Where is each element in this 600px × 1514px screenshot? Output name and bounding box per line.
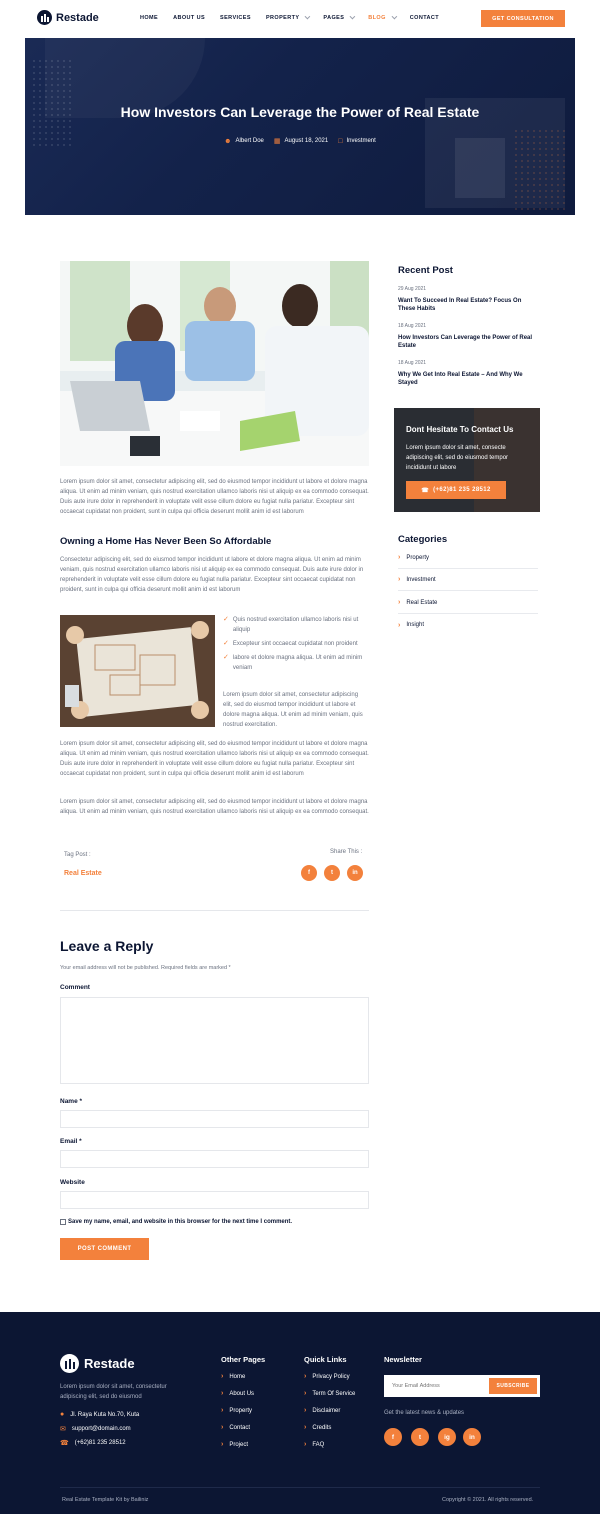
main-nav: [140, 15, 454, 21]
nav-property[interactable]: PROPERTY: [266, 15, 308, 21]
article-paragraph: Lorem ipsum dolor sit amet, consectetur adipiscing elit, sed do eiusmod tempor incididunt ut labore et dolore magna aliqua. Ut enim ad minim veniam, quis nostrud exercitation ullamco laboris nisi ut aliquip ex ea commodo consequat.: [60, 799, 369, 815]
subscribe-button[interactable]: SUBSCRIBE: [489, 1378, 537, 1394]
post-category[interactable]: □ Investment: [338, 137, 376, 145]
chevron-right-icon: ›: [398, 621, 401, 629]
reply-title: Leave a Reply: [60, 938, 154, 954]
blueprint-photo: [60, 615, 215, 727]
post-meta: [25, 137, 575, 145]
footer-link[interactable]: › Home: [221, 1373, 246, 1380]
footer-link[interactable]: › Credits: [304, 1424, 332, 1431]
location-pin-icon: ●: [60, 1411, 65, 1418]
category-item[interactable]: › Real Estate: [398, 592, 538, 614]
blueprint-image: [60, 615, 215, 727]
chevron-right-icon: ›: [304, 1424, 307, 1431]
newsletter-form: [384, 1375, 540, 1397]
building-logo-icon: [60, 1354, 79, 1373]
contact-widget-text: Lorem ipsum dolor sit amet, consecte adipiscing elit, sed do eiusmod tempor incididunt ut labore: [406, 445, 509, 471]
footer-copyright: Copyright © 2021. All rights reserved.: [442, 1497, 534, 1503]
contact-widget: [394, 408, 540, 512]
hero-background-shape: [455, 138, 505, 198]
quick-links-title: Quick Links: [304, 1355, 347, 1364]
save-info-checkbox[interactable]: [60, 1219, 66, 1225]
twitter-share-icon[interactable]: t: [324, 865, 340, 881]
logo[interactable]: [37, 10, 99, 25]
newsletter-note: Get the latest news & updates: [384, 1410, 465, 1416]
calendar-icon: ▦: [273, 138, 281, 145]
page-title: How Investors Can Leverage the Power of Real Estate: [120, 104, 480, 120]
twitter-icon[interactable]: t: [411, 1428, 429, 1446]
chevron-down-icon: [391, 14, 397, 20]
feature-checklist: [223, 615, 369, 677]
footer-logo[interactable]: [60, 1354, 135, 1373]
save-info-label: Save my name, email, and website in this browser for the next time I comment.: [68, 1219, 293, 1225]
recent-post-date: 18 Aug 2021: [398, 323, 427, 329]
post-date: ▦ August 18, 2021: [273, 138, 329, 145]
footer-link[interactable]: › Disclaimer: [304, 1407, 341, 1414]
save-info-row: [60, 1219, 292, 1225]
footer-credit: Real Estate Template Kit by Bailiniz: [62, 1497, 149, 1503]
footer-about: Lorem ipsum dolor sit amet, consectetur adipiscing elit, sed do eiusmod: [60, 1384, 167, 1400]
post-author[interactable]: ☻ Albert Doe: [224, 137, 264, 145]
email-label: Email *: [60, 1138, 82, 1145]
chevron-down-icon: [305, 14, 311, 20]
dot-pattern: [31, 58, 71, 148]
chevron-right-icon: ›: [221, 1390, 224, 1397]
name-label: Name *: [60, 1098, 83, 1105]
nav-home[interactable]: HOME: [140, 15, 159, 21]
recent-post-date: 18 Aug 2021: [398, 360, 427, 366]
footer-link[interactable]: › FAQ: [304, 1441, 325, 1448]
get-consultation-button[interactable]: GET CONSULTATION: [481, 10, 565, 27]
chevron-right-icon: ›: [304, 1407, 307, 1414]
article-paragraph: Lorem ipsum dolor sit amet, consectetur adipiscing elit, sed do eiusmod tempor incididunt ut labore et dolore magna aliqua. Ut enim ad minim veniam, quis nostrud exercitation ullamco laboris nisi ut aliquip ex ea commodo consequat. Duis aute irure dolor in reprehenderit in voluptate velit esse cillum dolore eu fugiat nulla pariatur. Excepteur sint occaecat cupidatat non proident, sunt in culpa qui officia deserunt mollit anim id est laborum: [60, 741, 369, 777]
article-subheading: Owning a Home Has Never Been So Affordable: [60, 536, 272, 547]
list-item: ✓ Excepteur sint occaecat cupidatat non proident: [223, 640, 358, 647]
article-featured-image: [60, 261, 369, 466]
comment-field[interactable]: [60, 997, 369, 1084]
hero-banner: [25, 38, 575, 215]
nav-pages[interactable]: PAGES: [323, 15, 353, 21]
divider: [60, 910, 369, 911]
phone-icon: ☎: [421, 487, 430, 494]
tag-label: Tag Post :: [64, 852, 91, 858]
footer-link[interactable]: › Privacy Policy: [304, 1373, 350, 1380]
chevron-right-icon: ›: [221, 1407, 224, 1414]
facebook-share-icon[interactable]: f: [301, 865, 317, 881]
footer-divider: [60, 1487, 540, 1488]
chevron-right-icon: ›: [221, 1441, 224, 1448]
email-field[interactable]: [60, 1150, 369, 1168]
chevron-right-icon: ›: [304, 1390, 307, 1397]
post-comment-button[interactable]: POST COMMENT: [60, 1238, 149, 1260]
website-label: Website: [60, 1179, 85, 1186]
footer-logo-text: Restade: [84, 1356, 135, 1371]
meeting-photo: [60, 261, 369, 466]
facebook-icon[interactable]: f: [384, 1428, 402, 1446]
recent-post-date: 29 Aug 2021: [398, 286, 427, 292]
mail-icon: ✉: [60, 1426, 66, 1433]
site-header: [0, 0, 600, 38]
category-item[interactable]: › Property: [398, 547, 538, 569]
contact-phone-button[interactable]: ☎ (+62)81 235 28512: [406, 481, 506, 499]
reply-note: Your email address will not be published. Required fields are marked *: [60, 965, 231, 971]
recent-post-title: Recent Post: [398, 265, 453, 276]
chevron-down-icon: [350, 14, 356, 20]
footer-link[interactable]: › Term Of Service: [304, 1390, 356, 1397]
category-item[interactable]: › Investment: [398, 569, 538, 591]
chevron-right-icon: ›: [304, 1373, 307, 1380]
linkedin-share-icon[interactable]: in: [347, 865, 363, 881]
footer-link[interactable]: › About Us: [221, 1390, 255, 1397]
footer-link[interactable]: › Project: [221, 1441, 249, 1448]
nav-contact[interactable]: CONTACT: [409, 15, 440, 21]
building-logo-icon: [37, 10, 52, 25]
contact-widget-title: Dont Hesitate To Contact Us: [406, 425, 514, 434]
nav-about-us[interactable]: ABOUT US: [173, 15, 206, 21]
list-item: ✓ Quis nostrud exercitation ullamco laboris nisi ut aliquip: [223, 616, 359, 633]
article-intro: Lorem ipsum dolor sit amet, consectetur adipiscing elit, sed do eiusmod tempor incididunt ut labore et dolore magna aliqua. Ut enim ad minim veniam, quis nostrud exercitation ullamco laboris nisi ut aliquip ex ea commodo consequat. Duis aute irure dolor in reprehenderit in voluptate velit esse cillum dolore eu fugiat nulla pariatur. Excepteur sint occaecat cupidatat non proident, sunt in culpa qui officia deserunt mollit anim id est laborum: [60, 479, 369, 515]
footer-link[interactable]: › Property: [221, 1407, 253, 1414]
category-item[interactable]: › Insight: [398, 621, 425, 629]
comment-label: Comment: [60, 984, 90, 991]
recent-post-link[interactable]: Why We Get Into Real Estate – And Why We Stayed: [398, 372, 523, 386]
nav-services[interactable]: SERVICES: [220, 15, 251, 21]
nav-blog[interactable]: BLOG: [368, 15, 395, 21]
newsletter-title: Newsletter: [384, 1355, 422, 1364]
check-icon: ✓: [223, 616, 229, 623]
article-side-paragraph: Lorem ipsum dolor sit amet, consectetur adipiscing elit, sed do eiusmod tempor incididunt ut labore et dolore magna aliqua. Ut enim ad minim veniam, quis nostrud exercitation.: [223, 692, 363, 728]
share-label: Share This :: [330, 849, 363, 855]
footer-phone[interactable]: ☎ (+62)81 235 28512: [60, 1440, 126, 1447]
list-item: ✓ labore et dolore magna aliqua. Ut enim ad minim veniam: [223, 654, 363, 671]
newsletter-email-input[interactable]: [384, 1375, 488, 1397]
phone-icon: ☎: [60, 1440, 69, 1447]
footer-link[interactable]: › Contact: [221, 1424, 251, 1431]
folder-icon: □: [338, 137, 343, 145]
name-field[interactable]: [60, 1110, 369, 1128]
chevron-right-icon: ›: [221, 1424, 224, 1431]
chevron-right-icon: ›: [221, 1373, 224, 1380]
chevron-right-icon: ›: [398, 576, 401, 583]
tag-link[interactable]: Real Estate: [64, 870, 102, 877]
chevron-right-icon: ›: [398, 599, 401, 606]
linkedin-icon[interactable]: in: [463, 1428, 481, 1446]
article-paragraph: Consectetur adipiscing elit, sed do eiusmod tempor incididunt ut labore et dolore magna aliqua. Ut enim ad minim veniam, quis nostrud exercitation ullamco laboris nisi ut aliquip ex ea commodo consequat. Duis aute irure dolor in reprehenderit in voluptate velit esse cillum dolore eu fugiat nulla pariatur. Excepteur sint occaecat cupidatat non proident, sunt in culpa qui officia deserunt mollit anim id est laborum: [60, 557, 364, 593]
footer-address: ● Jl. Raya Kuta No.70, Kuta: [60, 1411, 140, 1418]
categories-title: Categories: [398, 534, 448, 545]
chevron-right-icon: ›: [398, 554, 401, 561]
other-pages-title: Other Pages: [221, 1355, 266, 1364]
check-icon: ✓: [223, 654, 229, 661]
user-icon: ☻: [224, 137, 232, 145]
recent-post-link[interactable]: How Investors Can Leverage the Power of Real Estate: [398, 335, 533, 349]
check-icon: ✓: [223, 640, 229, 647]
recent-post-link[interactable]: Want To Succeed In Real Estate? Focus On These Habits: [398, 298, 522, 312]
logo-text: Restade: [56, 11, 99, 24]
footer-email[interactable]: ✉ support@domain.com: [60, 1426, 131, 1433]
website-field[interactable]: [60, 1191, 369, 1209]
instagram-icon[interactable]: ig: [438, 1428, 456, 1446]
chevron-right-icon: ›: [304, 1441, 307, 1448]
